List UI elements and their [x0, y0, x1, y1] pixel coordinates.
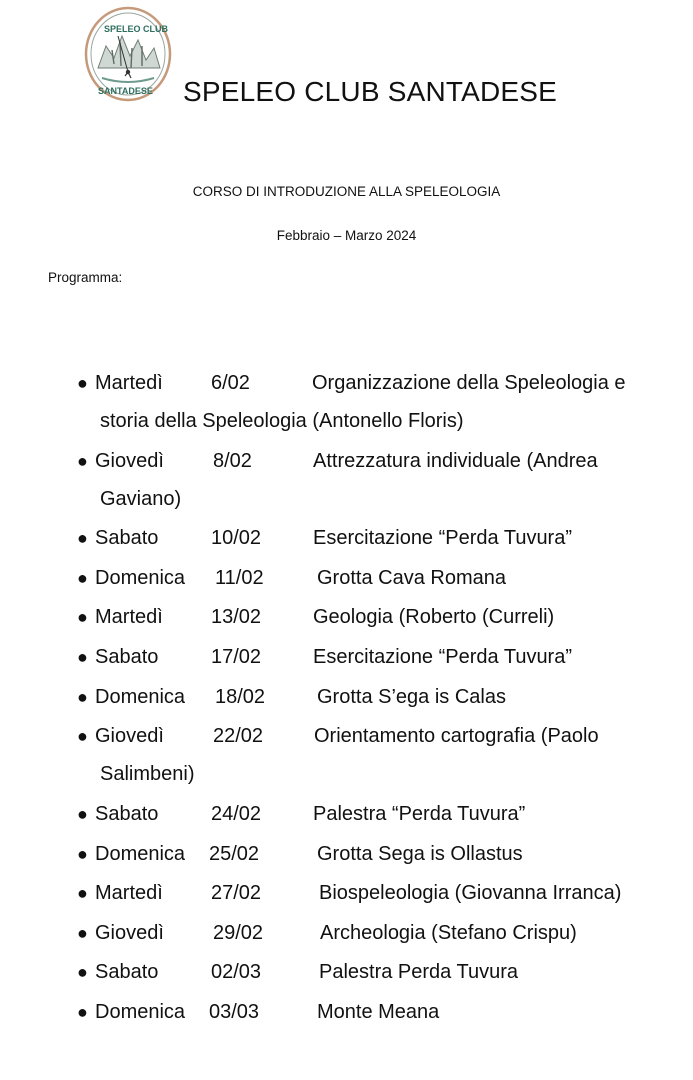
schedule-desc: Grotta Sega is Ollastus	[317, 843, 523, 865]
schedule-desc: Orientamento cartografia (Paolo	[314, 725, 599, 747]
schedule-day: Martedì	[95, 606, 163, 628]
schedule-date: 10/02	[211, 527, 262, 549]
schedule-date: 25/02	[209, 843, 260, 865]
schedule-desc: Archeologia (Stefano Crispu)	[320, 922, 577, 944]
schedule-day: Domenica	[95, 843, 186, 865]
schedule-desc: Esercitazione “Perda Tuvura”	[313, 527, 573, 549]
club-name: SPELEO CLUB SANTADESE	[183, 76, 558, 107]
schedule-date: 27/02	[211, 882, 262, 904]
schedule-date: 22/02	[213, 725, 264, 747]
schedule-desc: Grotta Cava Romana	[317, 567, 506, 589]
schedule-date: 17/02	[211, 646, 262, 668]
logo-text-bottom: SANTADESE	[98, 86, 153, 96]
schedule-desc: Organizzazione della Speleologia e	[312, 372, 626, 394]
logo-text-top: SPELEO CLUB	[104, 24, 169, 34]
schedule-date: 18/02	[215, 686, 266, 708]
schedule-desc: Grotta S’ega is Calas	[317, 686, 506, 708]
schedule-day: Domenica	[95, 1001, 186, 1023]
bullet-icon: ●	[77, 451, 88, 471]
bullet-icon: ●	[77, 962, 88, 982]
bullet-icon: ●	[77, 1002, 88, 1022]
schedule-date: 6/02	[211, 372, 250, 394]
club-logo	[84, 6, 172, 102]
program-label: Programma:	[48, 270, 123, 285]
schedule-desc-cont: storia della Speleologia (Antonello Floris)	[100, 410, 464, 432]
schedule-desc: Palestra “Perda Tuvura”	[313, 803, 526, 825]
course-dates: Febbraio – Marzo 2024	[276, 228, 417, 243]
schedule-day: Sabato	[95, 527, 159, 549]
schedule-day: Domenica	[95, 567, 186, 589]
schedule-desc: Geologia (Roberto (Curreli)	[313, 606, 555, 628]
schedule-day: Giovedì	[95, 450, 164, 472]
schedule-date: 13/02	[211, 606, 262, 628]
bullet-icon: ●	[77, 883, 88, 903]
schedule-desc-cont: Gaviano)	[100, 488, 182, 510]
bullet-icon: ●	[77, 804, 88, 824]
schedule-day: Martedì	[95, 882, 163, 904]
schedule-date: 02/03	[211, 961, 262, 983]
bullet-icon: ●	[77, 687, 88, 707]
schedule-day: Sabato	[95, 646, 159, 668]
bullet-icon: ●	[77, 844, 88, 864]
schedule-day: Domenica	[95, 686, 186, 708]
schedule-desc: Esercitazione “Perda Tuvura”	[313, 646, 573, 668]
bullet-icon: ●	[77, 607, 88, 627]
bullet-icon: ●	[77, 726, 88, 746]
schedule-date: 29/02	[213, 922, 264, 944]
schedule-day: Martedì	[95, 372, 163, 394]
bullet-icon: ●	[77, 373, 88, 393]
bullet-icon: ●	[77, 568, 88, 588]
bullet-icon: ●	[77, 647, 88, 667]
schedule-desc: Palestra Perda Tuvura	[319, 961, 518, 983]
schedule-desc: Monte Meana	[317, 1001, 440, 1023]
course-title: CORSO DI INTRODUZIONE ALLA SPELEOLOGIA	[192, 184, 501, 199]
schedule-day: Giovedì	[95, 725, 164, 747]
schedule-date: 8/02	[213, 450, 252, 472]
schedule-desc: Attrezzatura individuale (Andrea	[313, 450, 598, 472]
schedule-date: 03/03	[209, 1001, 260, 1023]
bullet-icon: ●	[77, 923, 88, 943]
schedule-desc: Biospeleologia (Giovanna Irranca)	[319, 882, 622, 904]
bullet-icon: ●	[77, 528, 88, 548]
schedule-desc-cont: Salimbeni)	[100, 763, 195, 785]
schedule-day: Giovedì	[95, 922, 164, 944]
schedule-date: 11/02	[215, 567, 264, 589]
schedule-day: Sabato	[95, 961, 159, 983]
schedule-day: Sabato	[95, 803, 159, 825]
schedule-date: 24/02	[211, 803, 262, 825]
